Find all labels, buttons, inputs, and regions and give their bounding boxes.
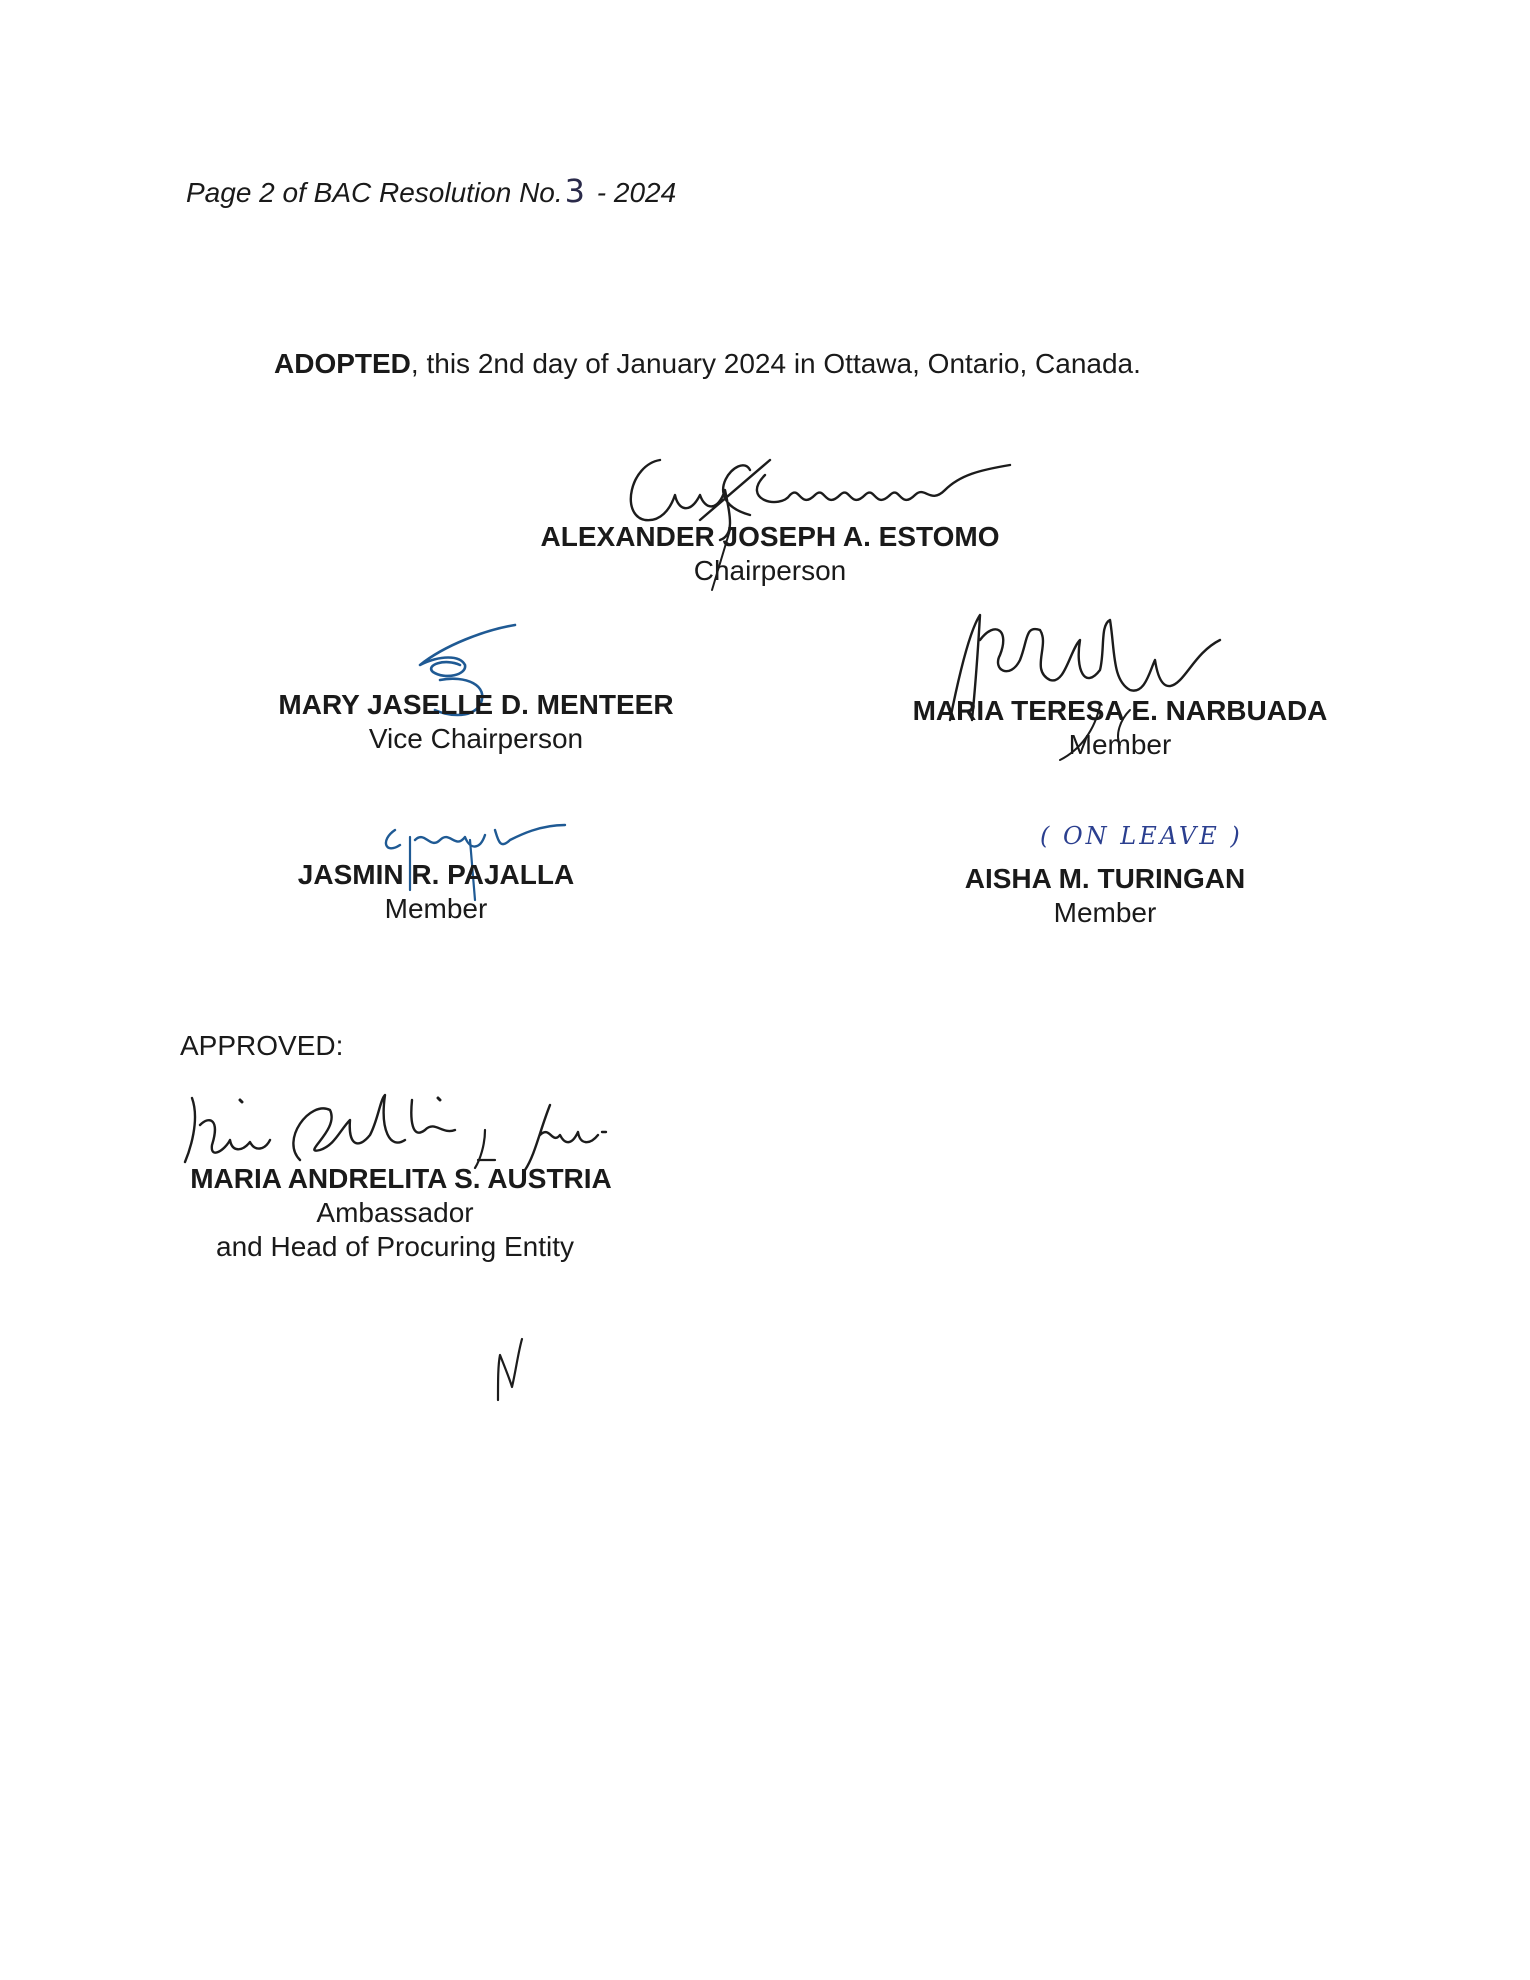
pajalla-name: JASMIN R. PAJALLA	[297, 859, 575, 890]
austria-role-block	[115, 1196, 675, 1264]
vice-chair-role: Vice Chairperson	[368, 723, 584, 754]
austria-role-line2: and Head of Procuring Entity	[216, 1231, 574, 1262]
header-prefix: Page 2 of BAC Resolution No.	[186, 177, 563, 208]
pajalla-role: Member	[384, 893, 488, 924]
turingan-role: Member	[1053, 897, 1157, 928]
chair-role: Chairperson	[693, 555, 847, 586]
signatory-vice-chair	[196, 688, 756, 756]
resolution-number: 3	[564, 172, 586, 210]
adopted-statement	[274, 348, 1141, 380]
signatory-turingan	[825, 862, 1385, 930]
narbuada-role: Member	[1068, 729, 1172, 760]
page-header	[186, 172, 676, 210]
signatory-pajalla	[156, 858, 716, 926]
narbuada-name: MARIA TERESA E. NARBUADA	[912, 695, 1328, 726]
approved-label: APPROVED:	[180, 1030, 344, 1061]
signatory-narbuada	[840, 694, 1400, 762]
turingan-name: AISHA M. TURINGAN	[964, 863, 1246, 894]
austria-role-line1: Ambassador	[316, 1197, 474, 1228]
chair-name: ALEXANDER JOSEPH A. ESTOMO	[540, 521, 1000, 552]
signatory-chair	[490, 520, 1050, 588]
adopted-text: , this 2nd day of January 2024 in Ottawa, Ontario, Canada.	[410, 348, 1141, 379]
signatory-austria	[121, 1162, 681, 1196]
header-suffix: - 2024	[589, 177, 677, 208]
on-leave-note: ( ON LEAVE )	[1040, 822, 1243, 850]
vice-chair-name: MARY JASELLE D. MENTEER	[278, 689, 674, 720]
adopted-lead: ADOPTED	[274, 348, 411, 379]
initial-mark	[490, 1335, 530, 1405]
austria-name: MARIA ANDRELITA S. AUSTRIA	[190, 1163, 612, 1194]
